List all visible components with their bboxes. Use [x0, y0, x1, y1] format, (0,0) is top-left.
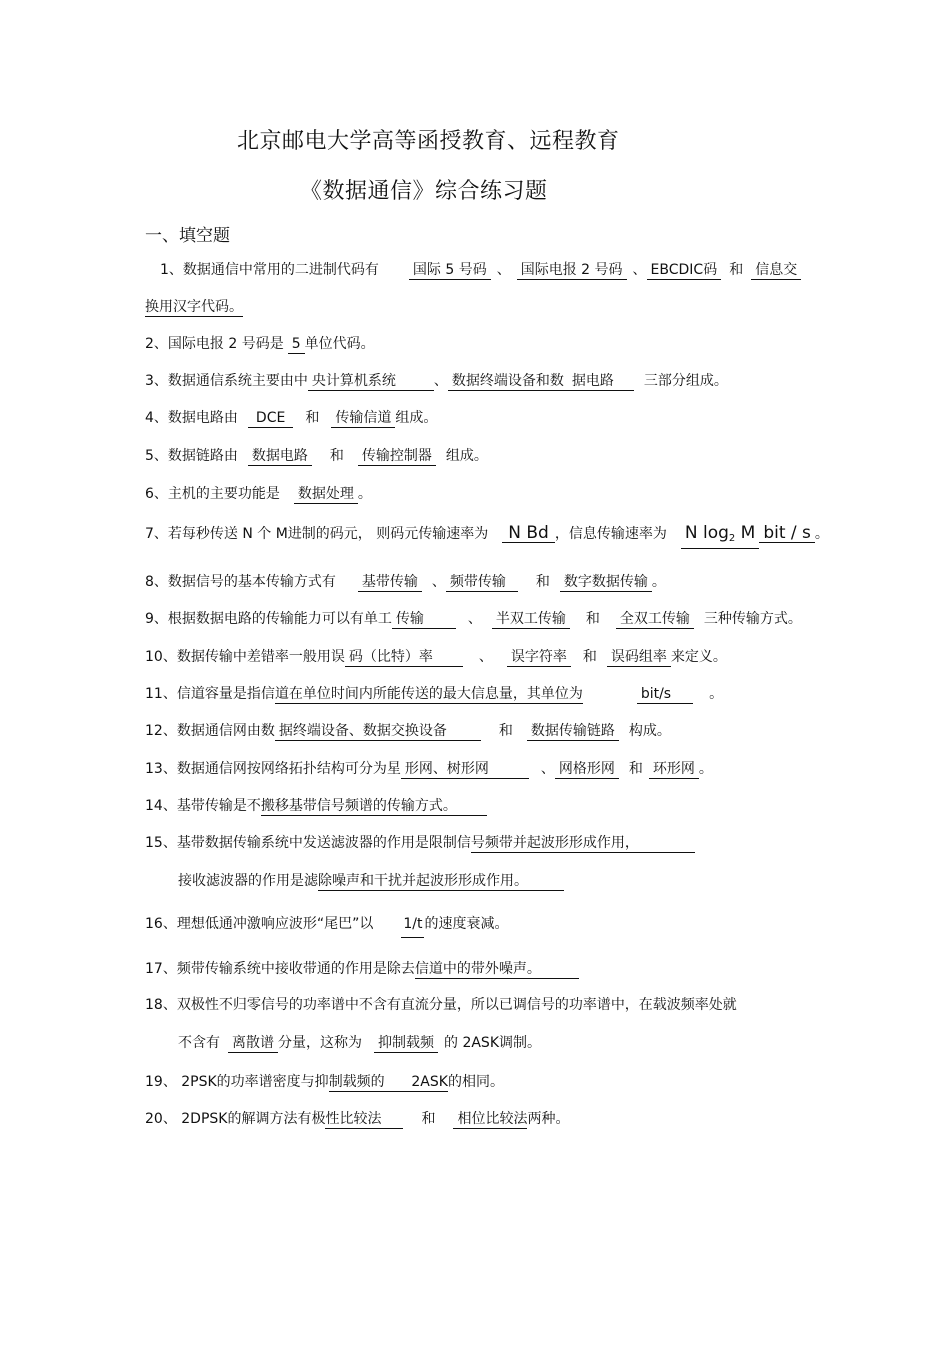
answer-blank: 半双工传输 — [492, 610, 570, 629]
answer-blank: 数据电路 — [248, 447, 312, 466]
section-heading: 一、填空题 — [145, 226, 230, 246]
answer-blank: 全双工传输 — [616, 610, 694, 629]
answer-blank: 数据传输链路 — [527, 722, 619, 741]
answer-blank: EBCDIC码 — [647, 261, 722, 280]
question-1-cont — [145, 297, 243, 317]
question-18: 18、双极性不归零信号的功率谱中不含有直流分量，所以已调信号的功率谱中，在载波频率处就 — [145, 997, 737, 1013]
question-17: 17、频带传输系统中接收带通的作用是除去信道中的带外噪声。 — [145, 959, 579, 979]
question-18-cont: 不含有 离散谱 分量，这称为 抑制载频 的 2ASK调制。 — [178, 1035, 542, 1051]
answer-blank: 1/t — [401, 911, 424, 938]
question-10: 10、数据传输中差错率一般用误 码（比特）率 、 误字符率 和 误码组率 来定义。 — [145, 649, 727, 665]
answer-blank: 基带传输 — [358, 573, 422, 592]
answer-blank: N $\log_2 M$ — [681, 524, 760, 549]
question-15: 15、基带数据传输系统中发送滤波器的作用是限制信号频带并起波形形成作用， — [145, 833, 695, 853]
answer-blank: 国际电报 2 号码 — [517, 261, 627, 280]
answer-blank: 误码组率 — [607, 648, 671, 667]
answer-blank: 误字符率 — [507, 648, 571, 667]
document-subtitle: 《数据通信》综合练习题 — [300, 179, 548, 204]
answer-blank: 换用汉字代码。 — [145, 299, 243, 315]
answer-blank: 5 — [288, 335, 305, 354]
question-12: 12、数据通信网由数 据终端设备、数据交换设备 和 数据传输链路 构成。 — [145, 723, 671, 739]
answer-blank: 频带传输 — [446, 573, 518, 592]
question-14: 14、基带传输是不搬移基带信号频谱的传输方式。 — [145, 796, 487, 816]
answer-blank: 国际 5 号码 — [409, 261, 491, 280]
answer-blank: 数据终端设备和数 — [448, 372, 568, 391]
answer-blank: DCE — [248, 409, 293, 428]
answer-blank: 传输 — [392, 610, 456, 629]
answer-blank: 抑制载频 — [374, 1034, 438, 1053]
answer-blank: bit/s — [637, 685, 693, 704]
question-19: 19、 2PSK的功率谱密度与抑制载频的 2ASK的相同。 — [145, 1074, 504, 1090]
question-15-cont: 接收滤波器的作用是滤除噪声和干扰并起波形形成作用。 — [178, 871, 564, 891]
question-16: 16、理想低通冲激响应波形“尾巴”以 1/t 的速度衰减。 — [145, 911, 508, 938]
question-7: 7、若每秒传送 N 个 M进制的码元， 则码元传输速率为 N Bd ，信息传输速率为 N $\log_2 M$ bit / s 。 — [145, 524, 829, 549]
question-5: 5、数据链路由 数据电路 和 传输控制器 组成。 — [145, 448, 488, 464]
answer-blank: 信息交 — [751, 261, 801, 280]
answer-blank: 数据处理 — [294, 485, 358, 504]
question-9: 9、根据数据电路的传输能力可以有单工 传输 、 半双工传输 和 全双工传输 三种传输方式。 — [145, 611, 802, 627]
question-3: 3、数据通信系统主要由中 央计算机系统 、 数据终端设备和数 据电路 三部分组成。 — [145, 373, 728, 389]
question-4: 4、数据电路由 DCE 和 传输信道 组成。 — [145, 410, 438, 426]
answer-blank: 性比较法 — [325, 1110, 403, 1129]
answer-blank: 网格形网 — [555, 760, 619, 779]
answer-blank: 传输信道 — [331, 409, 395, 428]
question-13: 13、数据通信网按网络拓扑结构可分为星 形网、树形网 、 网格形网 和 环形网 。 — [145, 761, 713, 777]
question-11: 11、信道容量是指信道在单位时间内所能传送的最大信息量，其单位为 bit/s 。 — [145, 686, 724, 702]
question-2: 2、国际电报 2 号码是 5 单位代码。 — [145, 336, 375, 352]
answer-blank: 据电路 — [568, 372, 634, 391]
answer-blank: N Bd — [502, 524, 555, 543]
answer-blank: 相位比较法 — [453, 1110, 527, 1129]
answer-blank: 信道中的带外噪声。 — [415, 960, 579, 979]
answer-blank: 制载频的 2ASK — [328, 1074, 448, 1090]
document-title: 北京邮电大学高等函授教育、远程教育 — [237, 129, 620, 154]
answer-blank: 道在单位时间内所能传送的最大信息量，其单位为 — [274, 686, 583, 702]
question-20: 20、 2DPSK的解调方法有极性比较法 和 相位比较法两种。 — [145, 1111, 570, 1127]
question-6: 6、主机的主要功能是 数据处理 。 — [145, 486, 372, 502]
answer-blank: 传输控制器 — [358, 447, 436, 466]
answer-blank: 除噪声和干扰并起波形形成作用。 — [318, 872, 564, 891]
answer-blank: 码（比特）率 — [345, 648, 463, 667]
answer-blank: 搬移基带信号频谱的传输方式。 — [261, 797, 487, 816]
answer-blank: bit / s — [759, 524, 815, 543]
answer-blank: 数字数据传输 — [560, 573, 652, 592]
answer-blank: 号频带并起波形形成作用， — [471, 834, 695, 853]
question-8: 8、数据信号的基本传输方式有 基带传输 、 频带传输 和 数字数据传输 。 — [145, 574, 666, 590]
answer-blank: 离散谱 — [228, 1034, 278, 1053]
answer-blank: 形网、树形网 — [401, 760, 529, 779]
answer-blank: 据终端设备、数据交换设备 — [275, 722, 481, 741]
question-1: 1、数据通信中常用的二进制代码有 国际 5 号码 、 国际电报 2 号码 、 EBCDIC码 和 信息交 — [160, 260, 801, 280]
answer-blank: 环形网 — [649, 760, 699, 779]
answer-blank: 央计算机系统 — [308, 372, 434, 391]
